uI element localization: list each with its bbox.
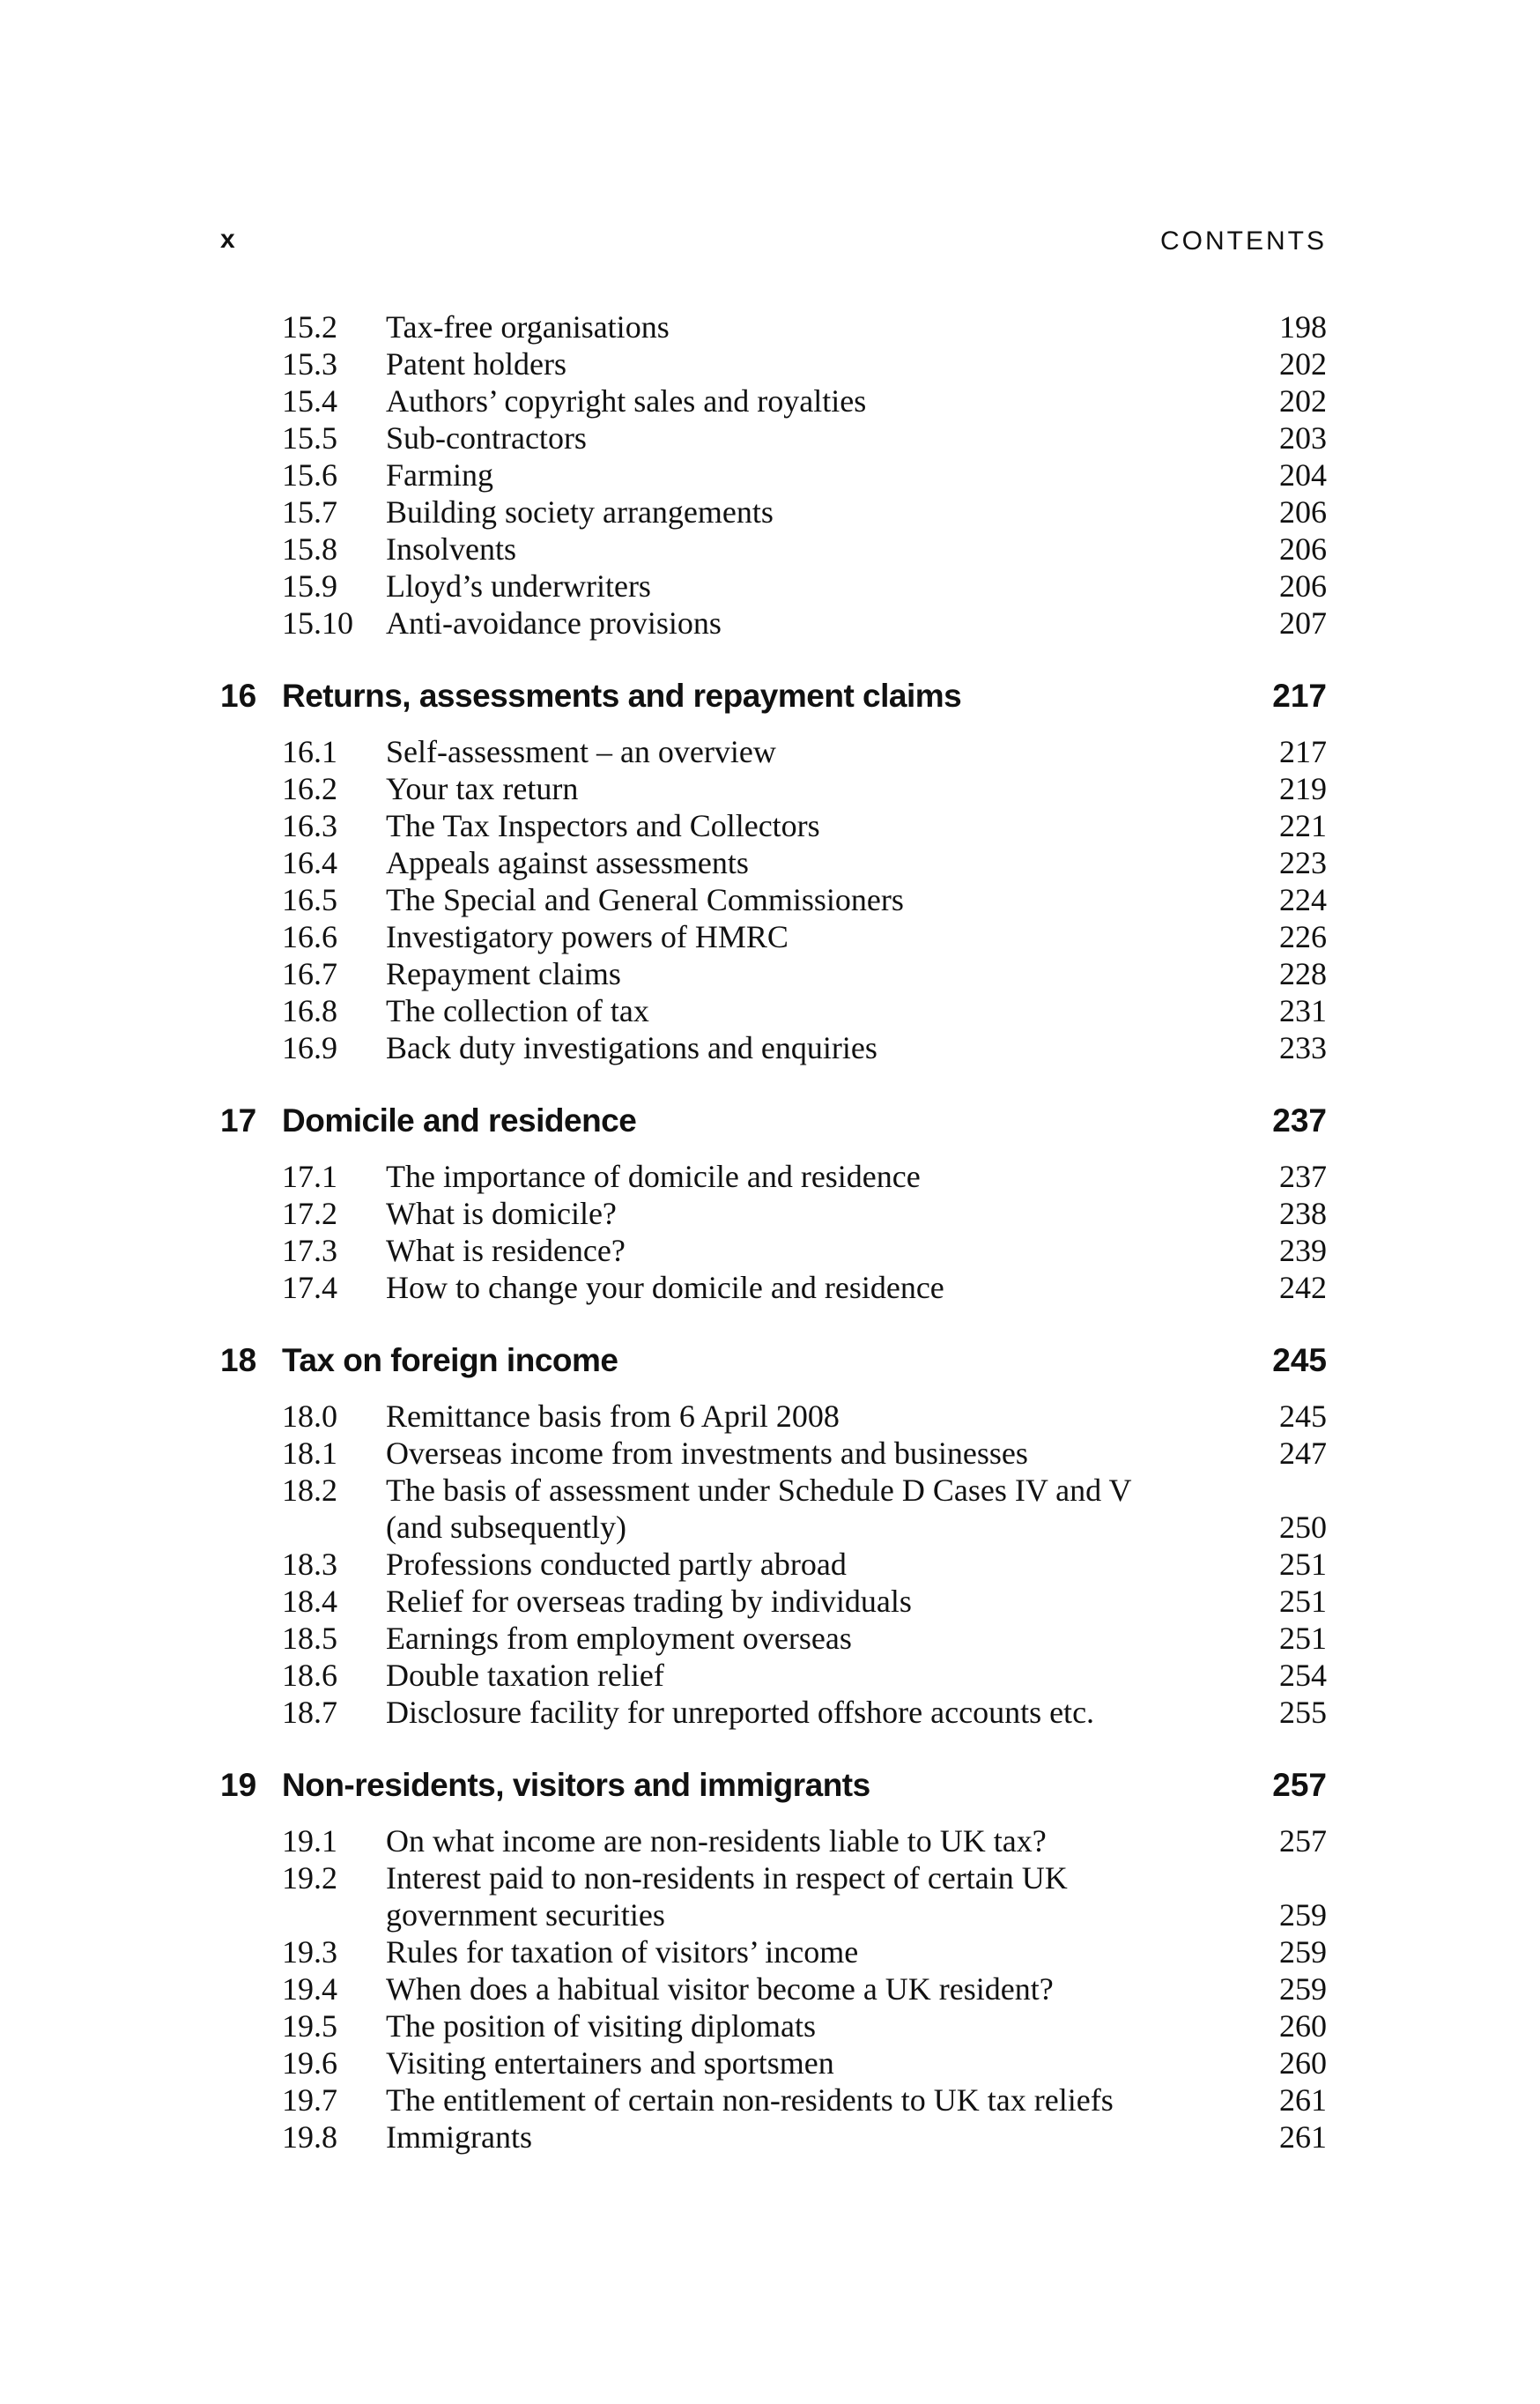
toc-entry[interactable] — [0, 1583, 1540, 1620]
chapter-heading[interactable] — [0, 1759, 1540, 1812]
entry-number: 15.8 — [282, 531, 337, 567]
chapter-title: Non-residents, visitors and immigrants — [282, 1767, 870, 1803]
chapter-heading[interactable] — [0, 670, 1540, 723]
entry-number: 15.6 — [282, 457, 337, 493]
entry-title: Visiting entertainers and sportsmen — [386, 2045, 834, 2081]
entry-number: 19.2 — [282, 1860, 337, 1896]
entry-title: Tax-free organisations — [386, 309, 670, 345]
entry-number: 19.1 — [282, 1823, 337, 1859]
entry-title: Rules for taxation of visitors’ income — [386, 1934, 859, 1970]
chapter-title: Returns, assessments and repayment claims — [282, 678, 962, 714]
toc-entry[interactable] — [0, 881, 1540, 918]
entry-title: The basis of assessment under Schedule D Cases IV and V — [386, 1473, 1132, 1508]
chapter-number: 17 — [220, 1102, 257, 1139]
toc-entry[interactable] — [0, 1472, 1540, 1509]
entry-title: Insolvents — [386, 531, 516, 567]
chapter-heading[interactable] — [0, 1094, 1540, 1147]
entry-number: 18.0 — [282, 1399, 337, 1434]
entry-title: What is domicile? — [386, 1196, 617, 1231]
toc-entry[interactable] — [0, 2118, 1540, 2155]
toc-entry[interactable] — [0, 1933, 1540, 1970]
toc-entry[interactable] — [0, 770, 1540, 807]
entry-title: Back duty investigations and enquiries — [386, 1030, 877, 1065]
entry-number: 16.2 — [282, 771, 337, 806]
entry-number: 15.3 — [282, 346, 337, 382]
entry-page-number: 260 — [1279, 2045, 1327, 2081]
entry-title: On what income are non-residents liable to UK tax? — [386, 1823, 1047, 1859]
entry-number: 16.3 — [282, 808, 337, 843]
entry-title: Double taxation relief — [386, 1658, 664, 1693]
entry-title: What is residence? — [386, 1233, 626, 1268]
entry-page-number: 245 — [1279, 1399, 1327, 1434]
toc-entry[interactable] — [0, 345, 1540, 382]
toc-entry[interactable] — [0, 2044, 1540, 2081]
entry-page-number: 219 — [1279, 771, 1327, 806]
chapter-title: Domicile and residence — [282, 1102, 637, 1139]
entry-title: Your tax return — [386, 771, 579, 806]
entry-title-continued: (and subsequently) — [386, 1510, 626, 1545]
toc-entry[interactable] — [0, 531, 1540, 568]
entry-page-number: 233 — [1279, 1030, 1327, 1065]
entry-page-number: 224 — [1279, 882, 1327, 917]
chapter-page-number: 237 — [1272, 1102, 1327, 1139]
toc-entry[interactable] — [0, 1822, 1540, 1859]
entry-title: How to change your domicile and residence — [386, 1270, 944, 1305]
entry-number: 18.3 — [282, 1547, 337, 1582]
entry-page-number: 259 — [1279, 1897, 1327, 1933]
toc-entry[interactable] — [0, 1232, 1540, 1269]
toc-entry[interactable] — [0, 733, 1540, 770]
entry-title: Patent holders — [386, 346, 566, 382]
entry-number: 16.4 — [282, 845, 337, 880]
toc-entry[interactable] — [0, 807, 1540, 844]
entry-title: Disclosure facility for unreported offshore accounts etc. — [386, 1695, 1095, 1730]
entry-number: 19.4 — [282, 1971, 337, 2007]
entry-page-number: 237 — [1279, 1159, 1327, 1194]
entry-number: 19.3 — [282, 1934, 337, 1970]
entry-number: 16.6 — [282, 919, 337, 954]
entry-number: 15.2 — [282, 309, 337, 345]
entry-page-number: 250 — [1279, 1510, 1327, 1545]
entry-page-number: 202 — [1279, 346, 1327, 382]
chapter-page-number: 245 — [1272, 1342, 1327, 1378]
entry-number: 17.2 — [282, 1196, 337, 1231]
entry-title: Building society arrangements — [386, 494, 774, 530]
entry-page-number: 238 — [1279, 1196, 1327, 1231]
entry-title: Remittance basis from 6 April 2008 — [386, 1399, 840, 1434]
entry-title: Appeals against assessments — [386, 845, 749, 880]
running-head: CONTENTS — [1160, 226, 1327, 256]
entry-title: Anti-avoidance provisions — [386, 605, 722, 641]
entry-page-number: 254 — [1279, 1658, 1327, 1693]
entry-number: 19.5 — [282, 2008, 337, 2044]
entry-number: 15.10 — [282, 605, 353, 641]
entry-page-number: 206 — [1279, 531, 1327, 567]
entry-page-number: 242 — [1279, 1270, 1327, 1305]
toc-entry[interactable] — [0, 568, 1540, 605]
toc-entry[interactable] — [0, 308, 1540, 345]
entry-title: Sub-contractors — [386, 420, 587, 456]
entry-page-number: 206 — [1279, 494, 1327, 530]
entry-page-number: 259 — [1279, 1934, 1327, 1970]
entry-number: 15.4 — [282, 383, 337, 419]
entry-page-number: 198 — [1279, 309, 1327, 345]
entry-title: Repayment claims — [386, 956, 621, 991]
entry-page-number: 231 — [1279, 993, 1327, 1028]
page-folio: x — [220, 225, 235, 254]
entry-number: 17.1 — [282, 1159, 337, 1194]
entry-page-number: 206 — [1279, 568, 1327, 604]
toc-entry[interactable] — [0, 419, 1540, 456]
entry-page-number: 247 — [1279, 1436, 1327, 1471]
entry-title: Earnings from employment overseas — [386, 1621, 852, 1656]
entry-number: 15.9 — [282, 568, 337, 604]
entry-page-number: 259 — [1279, 1971, 1327, 2007]
chapter-number: 18 — [220, 1342, 257, 1378]
entry-page-number: 217 — [1279, 734, 1327, 769]
entry-number: 17.4 — [282, 1270, 337, 1305]
toc-entry[interactable] — [0, 2081, 1540, 2118]
toc-entry[interactable] — [0, 1398, 1540, 1435]
toc-entry-continuation[interactable] — [0, 1509, 1540, 1546]
entry-number: 15.5 — [282, 420, 337, 456]
entry-number: 18.4 — [282, 1584, 337, 1619]
chapter-title: Tax on foreign income — [282, 1342, 618, 1378]
toc-entry[interactable] — [0, 1694, 1540, 1731]
toc-entry[interactable] — [0, 955, 1540, 992]
entry-title: Relief for overseas trading by individuals — [386, 1584, 912, 1619]
entry-title: Authors’ copyright sales and royalties — [386, 383, 867, 419]
toc-entry[interactable] — [0, 493, 1540, 531]
chapter-number: 19 — [220, 1767, 257, 1803]
toc-entry[interactable] — [0, 382, 1540, 419]
entry-page-number: 251 — [1279, 1547, 1327, 1582]
entry-page-number: 251 — [1279, 1621, 1327, 1656]
toc-entry[interactable] — [0, 1620, 1540, 1657]
chapter-page-number: 217 — [1272, 678, 1327, 714]
entry-number: 18.2 — [282, 1473, 337, 1508]
entry-title: Overseas income from investments and businesses — [386, 1436, 1028, 1471]
entry-title: Professions conducted partly abroad — [386, 1547, 847, 1582]
toc-entry[interactable] — [0, 1859, 1540, 1896]
entry-number: 16.1 — [282, 734, 337, 769]
entry-number: 18.1 — [282, 1436, 337, 1471]
toc-entry-continuation[interactable] — [0, 1896, 1540, 1933]
entry-number: 19.8 — [282, 2119, 337, 2155]
entry-page-number: 239 — [1279, 1233, 1327, 1268]
toc-entry[interactable] — [0, 2007, 1540, 2044]
toc-entry[interactable] — [0, 1546, 1540, 1583]
entry-page-number: 207 — [1279, 605, 1327, 641]
entry-number: 16.7 — [282, 956, 337, 991]
entry-page-number: 257 — [1279, 1823, 1327, 1859]
toc-entry[interactable] — [0, 1970, 1540, 2007]
table-of-contents — [0, 308, 1540, 2155]
entry-page-number: 226 — [1279, 919, 1327, 954]
entry-page-number: 261 — [1279, 2119, 1327, 2155]
entry-title: Interest paid to non-residents in respect of certain UK — [386, 1860, 1068, 1896]
toc-entry[interactable] — [0, 1435, 1540, 1472]
entry-page-number: 228 — [1279, 956, 1327, 991]
entry-number: 16.5 — [282, 882, 337, 917]
entry-number: 15.7 — [282, 494, 337, 530]
entry-title: Lloyd’s underwriters — [386, 568, 651, 604]
entry-number: 19.6 — [282, 2045, 337, 2081]
entry-title: Immigrants — [386, 2119, 532, 2155]
toc-entry[interactable] — [0, 844, 1540, 881]
toc-entry[interactable] — [0, 918, 1540, 955]
entry-title: Investigatory powers of HMRC — [386, 919, 789, 954]
entry-title: The Tax Inspectors and Collectors — [386, 808, 820, 843]
toc-entry[interactable] — [0, 1158, 1540, 1195]
entry-title: The importance of domicile and residence — [386, 1159, 921, 1194]
toc-entry[interactable] — [0, 992, 1540, 1029]
entry-page-number: 202 — [1279, 383, 1327, 419]
toc-entry[interactable] — [0, 605, 1540, 642]
entry-page-number: 204 — [1279, 457, 1327, 493]
entry-title: Self-assessment – an overview — [386, 734, 776, 769]
entry-title: The Special and General Commissioners — [386, 882, 904, 917]
entry-number: 16.8 — [282, 993, 337, 1028]
entry-number: 16.9 — [282, 1030, 337, 1065]
toc-entry[interactable] — [0, 1029, 1540, 1066]
entry-page-number: 260 — [1279, 2008, 1327, 2044]
entry-number: 18.6 — [282, 1658, 337, 1693]
toc-entry[interactable] — [0, 1657, 1540, 1694]
chapter-number: 16 — [220, 678, 257, 714]
entry-page-number: 223 — [1279, 845, 1327, 880]
entry-page-number: 203 — [1279, 420, 1327, 456]
entry-title: The collection of tax — [386, 993, 649, 1028]
entry-page-number: 255 — [1279, 1695, 1327, 1730]
entry-number: 17.3 — [282, 1233, 337, 1268]
toc-entry[interactable] — [0, 1195, 1540, 1232]
entry-number: 19.7 — [282, 2082, 337, 2118]
entry-page-number: 221 — [1279, 808, 1327, 843]
entry-title-continued: government securities — [386, 1897, 665, 1933]
chapter-page-number: 257 — [1272, 1767, 1327, 1803]
entry-title: Farming — [386, 457, 493, 493]
entry-title: When does a habitual visitor become a UK resident? — [386, 1971, 1054, 2007]
page-header — [220, 225, 1327, 263]
entry-page-number: 251 — [1279, 1584, 1327, 1619]
toc-entry[interactable] — [0, 1269, 1540, 1306]
entry-title: The entitlement of certain non-residents to UK tax reliefs — [386, 2082, 1114, 2118]
toc-entry[interactable] — [0, 456, 1540, 493]
entry-number: 18.7 — [282, 1695, 337, 1730]
entry-title: The position of visiting diplomats — [386, 2008, 816, 2044]
chapter-heading[interactable] — [0, 1334, 1540, 1387]
entry-page-number: 261 — [1279, 2082, 1327, 2118]
entry-number: 18.5 — [282, 1621, 337, 1656]
